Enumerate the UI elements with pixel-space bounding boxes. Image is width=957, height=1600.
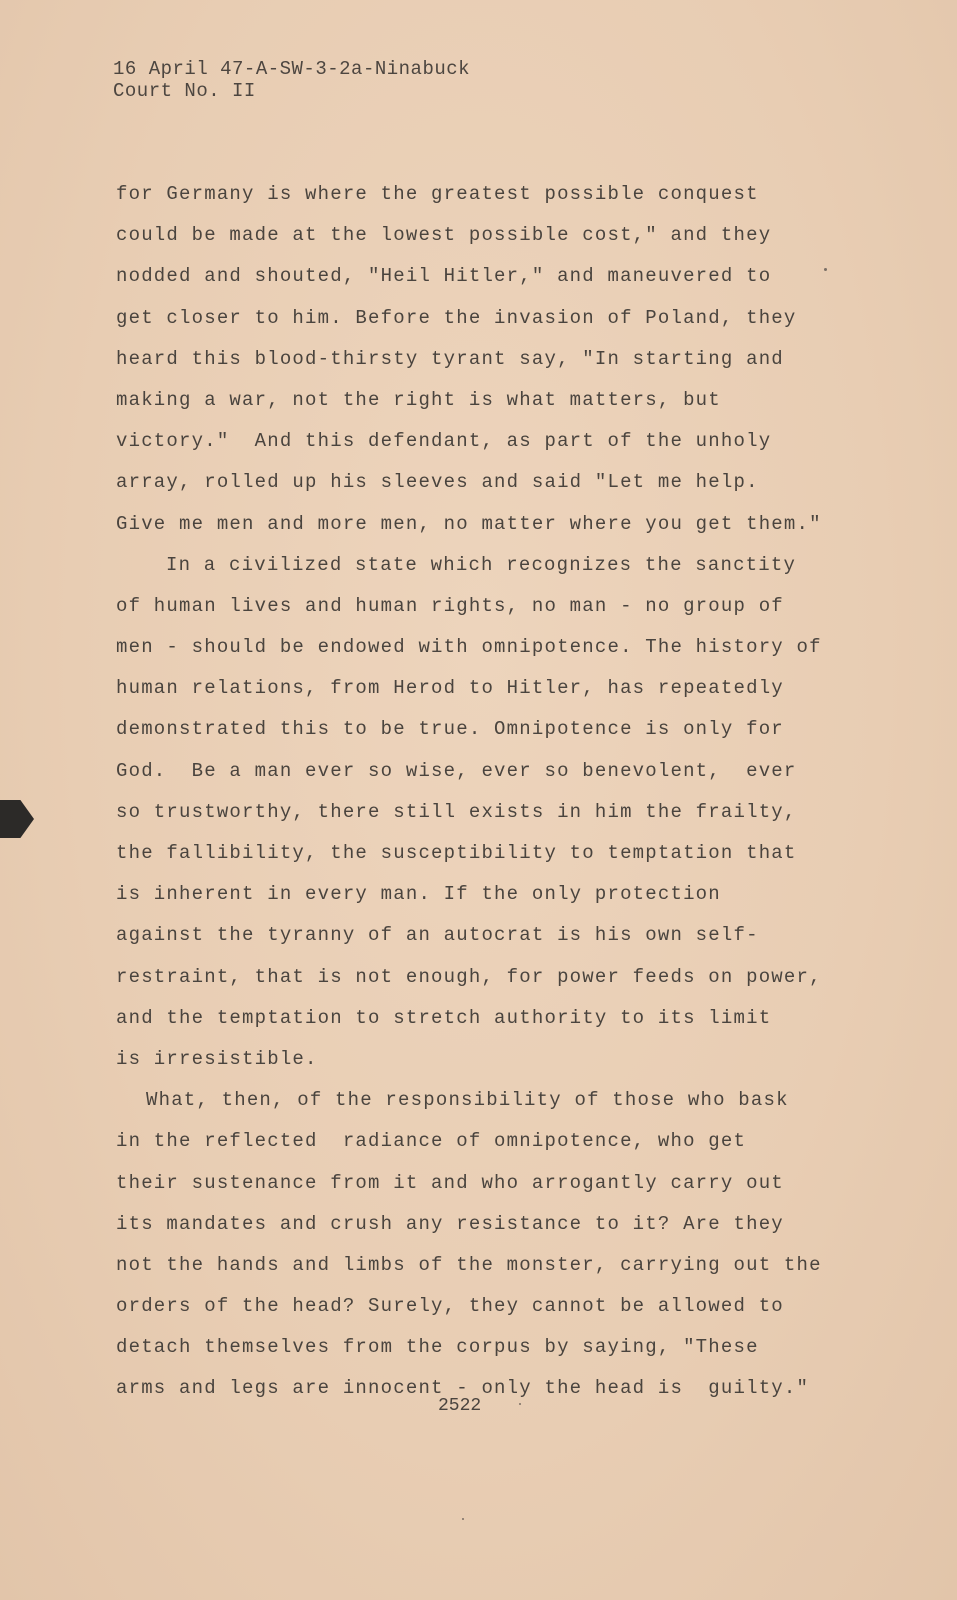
text-line: of human lives and human rights, no man - no group of [116,594,784,617]
header-reference: 16 April 47-A-SW-3-2a-Ninabuck [113,58,471,80]
paragraph-start-line: What, then, of the responsibility of those who bask [146,1089,789,1112]
text-line: the fallibility, the susceptibility to temptation that [116,842,797,864]
text-line: arms and legs are innocent - only the head is guilty." [116,1377,810,1400]
text-line: heard this blood-thirsty tyrant say, "In starting and [116,347,784,370]
header-court: Court No. II [113,80,256,102]
text-line: its mandates and crush any resistance to it? Are they [116,1212,784,1235]
text-line: and the temptation to stretch authority to its limit [116,1006,772,1029]
text-line: God. Be a man ever so wise, ever so benevolent, ever [116,759,797,782]
text-line: is irresistible. [116,1047,318,1070]
text-line: against the tyranny of an autocrat is his own self- [116,924,759,947]
page-number: 2522 [438,1396,482,1416]
text-line: get closer to him. Before the invasion of Poland, they [116,306,797,329]
text-line: making a war, not the right is what matters, but [116,388,721,411]
text-line: in the reflected radiance of omnipotence, who get [116,1130,747,1153]
text-line: detach themselves from the corpus by saying, "These [116,1336,759,1359]
text-line: for Germany is where the greatest possible conquest [116,183,759,205]
text-line: restraint, that is not enough, for power feeds on power, [116,965,822,988]
text-line: nodded and shouted, "Heil Hitler," and maneuvered to [116,265,772,288]
text-line: so trustworthy, there still exists in him the frailty, [116,800,797,823]
text-line: Give me men and more men, no matter where you get them." [116,512,822,535]
paper-speck [462,1518,464,1520]
paragraph-start-line: In a civilized state which recognizes the sanctity [166,553,797,576]
document-body [116,174,822,1410]
text-line: array, rolled up his sleeves and said "Let me help. [116,471,759,494]
text-line: orders of the head? Surely, they cannot be allowed to [116,1295,784,1318]
paper-speck [824,268,827,271]
text-line: their sustenance from it and who arrogantly carry out [116,1171,784,1194]
text-line: men - should be endowed with omnipotence. The history of [116,636,822,659]
document-header [113,58,470,102]
paper-speck [519,1403,521,1405]
text-line: demonstrated this to be true. Omnipotence is only for [116,718,784,741]
text-line: is inherent in every man. If the only protection [116,883,721,906]
text-line: human relations, from Herod to Hitler, has repeatedly [116,677,784,700]
text-line: could be made at the lowest possible cost," and they [116,224,772,247]
text-line: victory." And this defendant, as part of the unholy [116,430,772,453]
binder-tab-mark [0,800,34,838]
text-line: not the hands and limbs of the monster, carrying out the [116,1253,822,1276]
